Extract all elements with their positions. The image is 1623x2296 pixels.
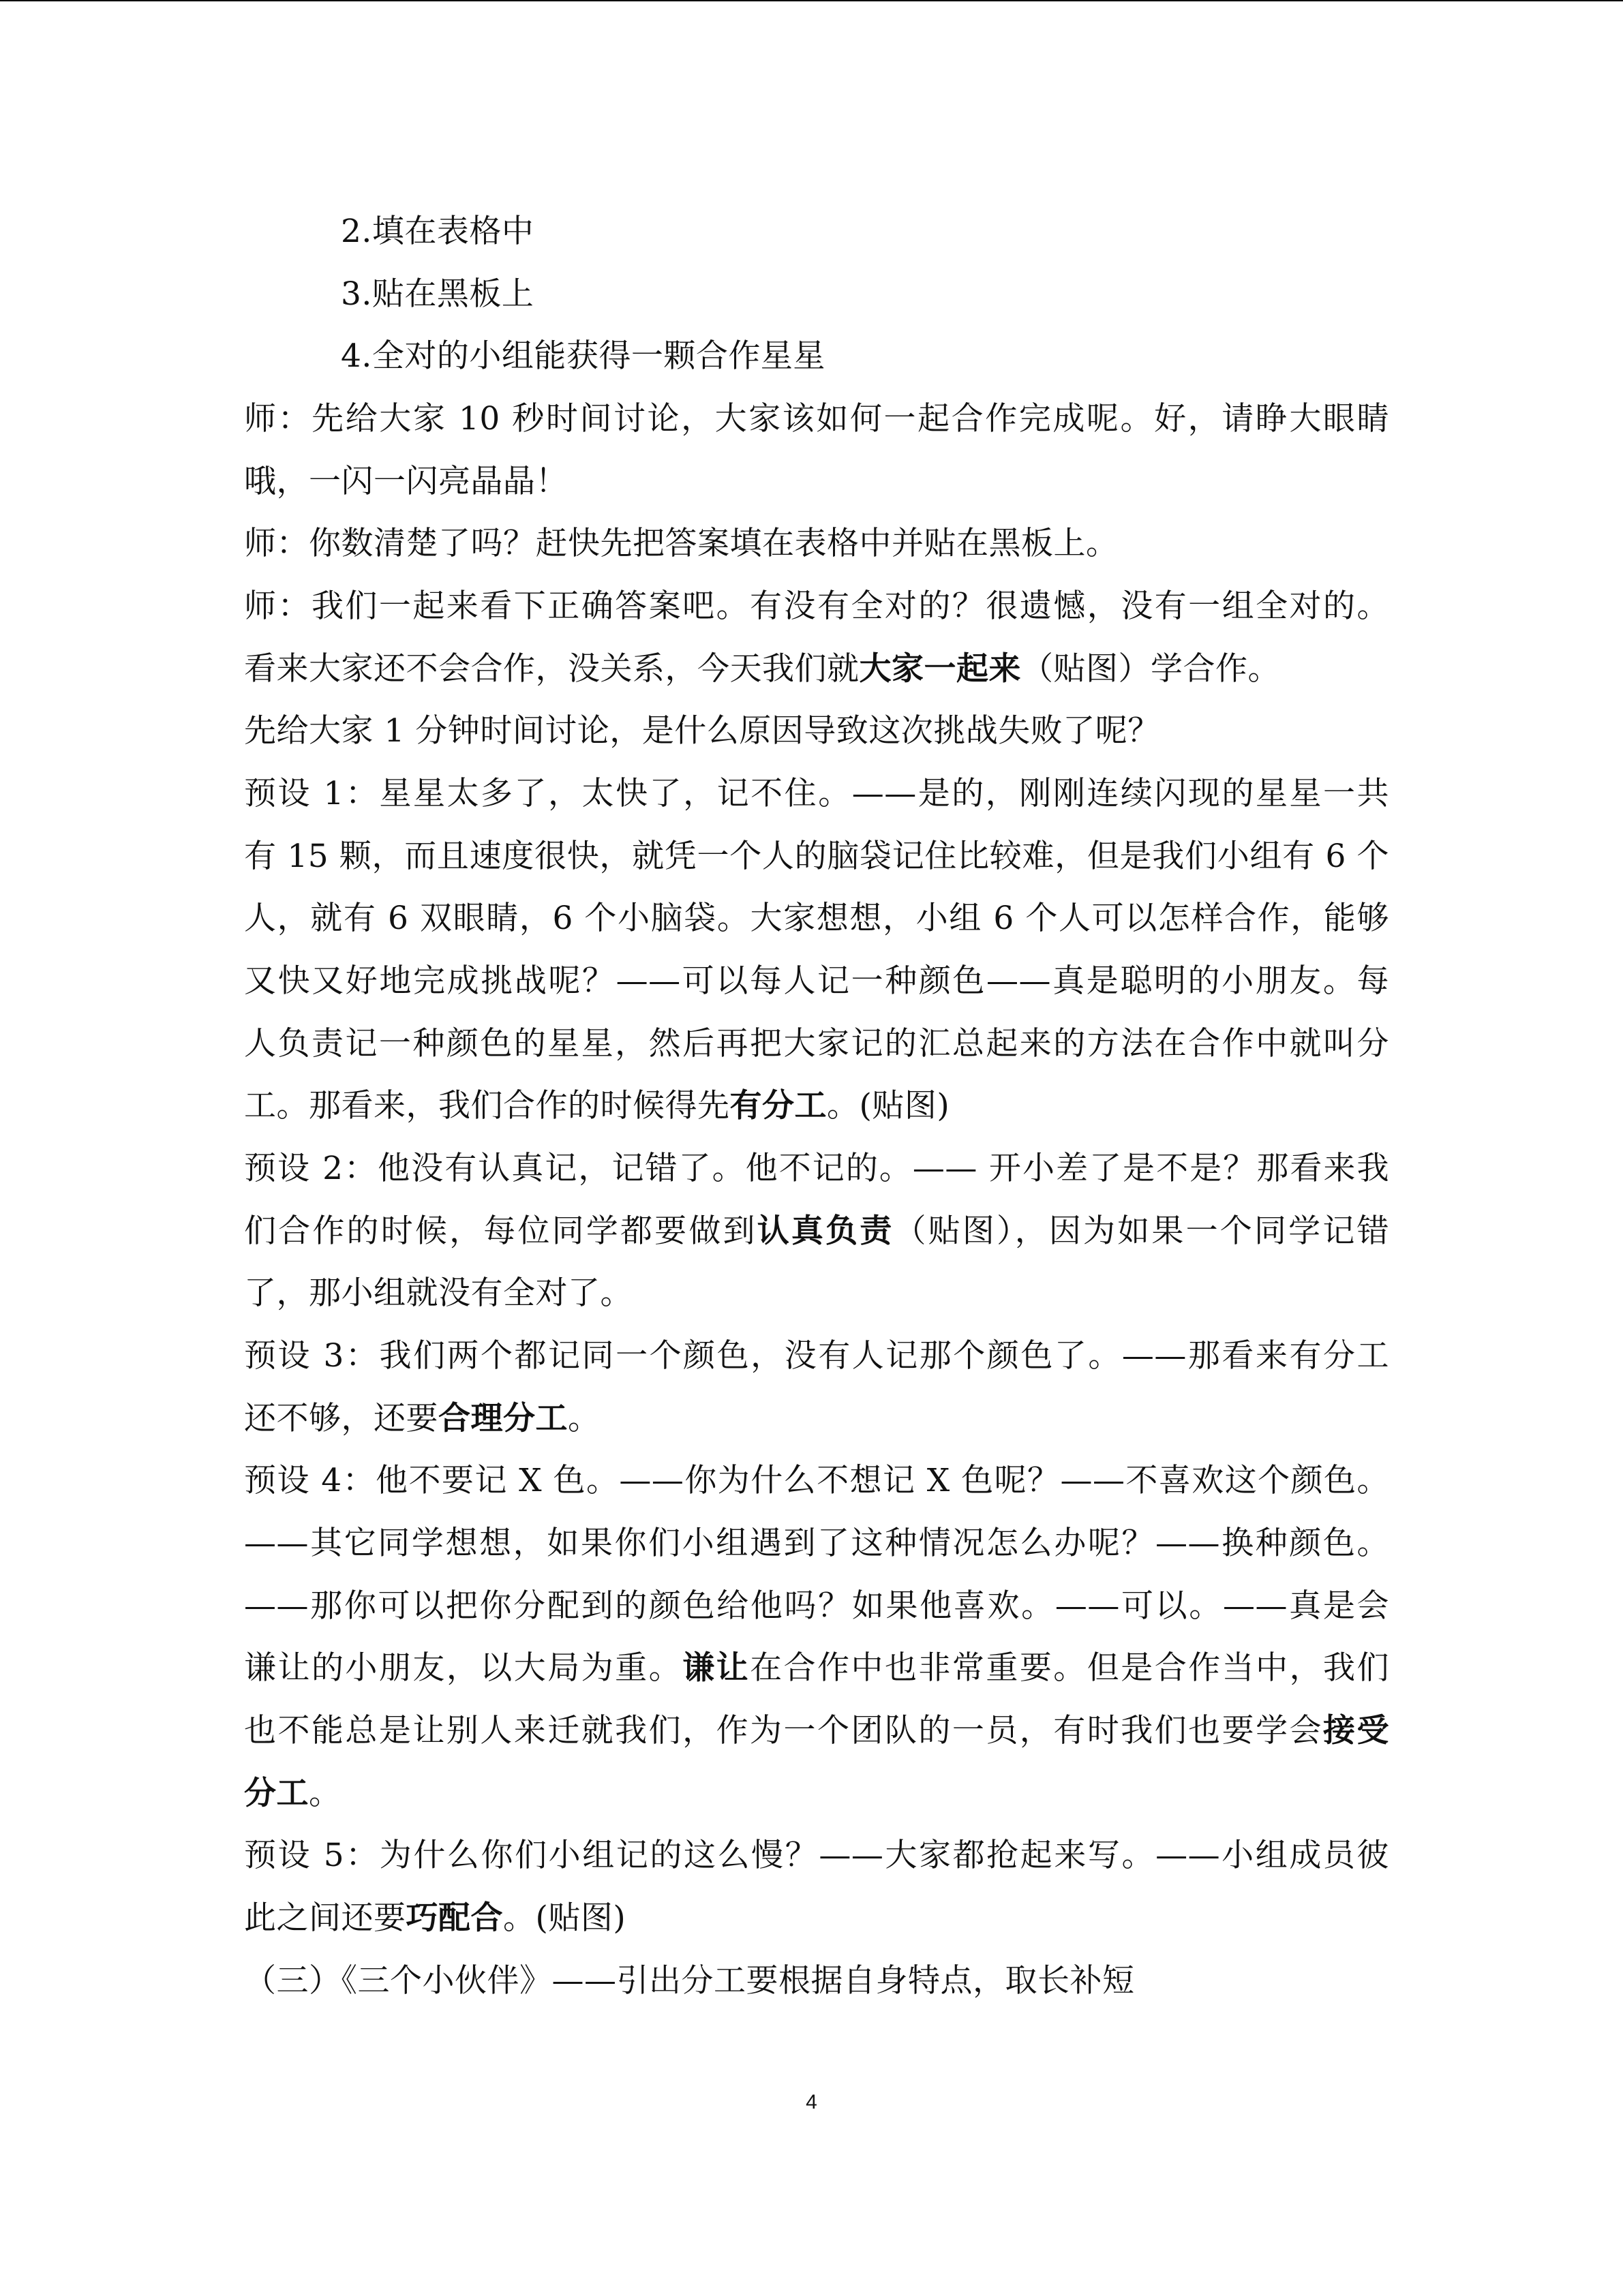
section-heading: （三）《三个小伙伴》——引出分工要根据自身特点，取长补短 <box>244 1962 1135 2000</box>
bold-term: 分工 <box>244 1775 309 1812</box>
text-line: 预设 3：我们两个都记同一个颜色，没有人记那个颜色了。——那看来有分工 <box>244 1337 1389 1375</box>
page-number: 4 <box>806 2091 817 2113</box>
text-line: 工。那看来，我们合作的时候得先有分工。(贴图) <box>244 1087 950 1124</box>
list-item: 4.全对的小组能获得一颗合作星星 <box>341 337 825 375</box>
bold-term: 有分工 <box>729 1087 827 1124</box>
text-line: 也不能总是让别人来迁就我们，作为一个团队的一员，有时我们也要学会接受 <box>244 1712 1390 1749</box>
bold-term: 接受 <box>1323 1712 1390 1749</box>
text-line: ——其它同学想想，如果你们小组遇到了这种情况怎么办呢？——换种颜色。 <box>244 1525 1389 1562</box>
text-line: 预设 1：星星太多了，太快了，记不住。——是的，刚刚连续闪现的星星一共 <box>244 775 1389 812</box>
text-line: ——那你可以把你分配到的颜色给他吗？如果他喜欢。——可以。——真是会 <box>244 1587 1389 1625</box>
text-line: 哦，一闪一闪亮晶晶！ <box>244 463 568 500</box>
text-line: 有 15 颗，而且速度很快，就凭一个人的脑袋记住比较难，但是我们小组有 6 个 <box>244 838 1389 875</box>
list-item: 3.贴在黑板上 <box>341 275 534 313</box>
text-line: 人，就有 6 双眼睛，6 个小脑袋。大家想想，小组 6 个人可以怎样合作，能够 <box>244 900 1389 937</box>
text-line: 师：你数清楚了吗？赶快先把答案填在表格中并贴在黑板上。 <box>244 525 1119 562</box>
text-line: 先给大家 1 分钟时间讨论，是什么原因导致这次挑战失败了呢？ <box>244 712 1160 750</box>
text-line: 谦让的小朋友，以大局为重。谦让在合作中也非常重要。但是合作当中，我们 <box>244 1649 1390 1687</box>
text-line: 人负责记一种颜色的星星，然后再把大家记的汇总起来的方法在合作中就叫分 <box>244 1025 1389 1062</box>
bold-term: 认真负责 <box>757 1212 894 1250</box>
document-page <box>0 1 1623 2296</box>
list-item: 2.填在表格中 <box>341 213 534 250</box>
bold-term: 大家一起来 <box>859 650 1021 688</box>
text-line: 此之间还要巧配合。(贴图) <box>244 1899 626 1937</box>
text-line: 师：先给大家 10 秒时间讨论，大家该如何一起合作完成呢。好，请睁大眼睛 <box>244 400 1389 438</box>
text-line: 分工。 <box>244 1775 342 1812</box>
text-line: 预设 4：他不要记 X 色。——你为什么不想记 X 色呢？——不喜欢这个颜色。 <box>244 1462 1389 1499</box>
text-line: 们合作的时候，每位同学都要做到认真负责（贴图），因为如果一个同学记错 <box>244 1212 1390 1250</box>
text-line: 又快又好地完成挑战呢？——可以每人记一种颜色——真是聪明的小朋友。每 <box>244 962 1389 1000</box>
text-line: 看来大家还不会合作，没关系，今天我们就大家一起来（贴图）学合作。 <box>244 650 1280 688</box>
text-line: 师：我们一起来看下正确答案吧。有没有全对的？很遗憾，没有一组全对的。 <box>244 587 1389 625</box>
text-line: 了，那小组就没有全对了。 <box>244 1274 633 1312</box>
bold-term: 巧配合 <box>406 1899 503 1937</box>
bold-term: 谦让 <box>682 1649 750 1687</box>
bold-term: 合理分工 <box>438 1400 568 1437</box>
text-line: 预设 5：为什么你们小组记的这么慢？——大家都抢起来写。——小组成员彼 <box>244 1837 1389 1874</box>
text-line: 预设 2：他没有认真记，记错了。他不记的。—— 开小差了是不是？那看来我 <box>244 1150 1389 1187</box>
text-line: 还不够，还要合理分工。 <box>244 1400 601 1437</box>
